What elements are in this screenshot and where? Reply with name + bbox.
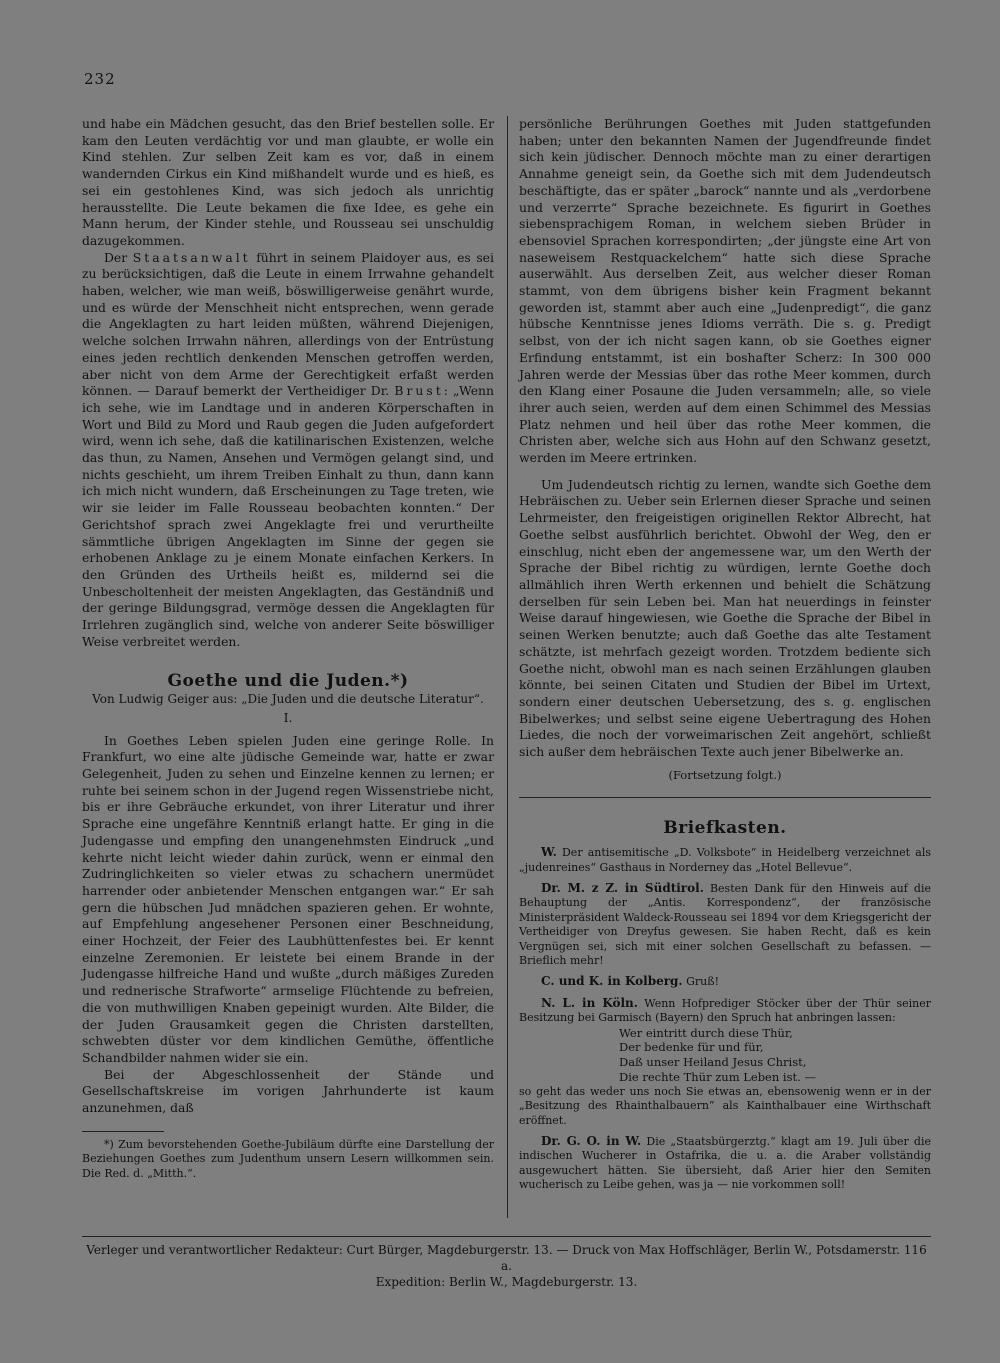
verse-line: Der bedenke für und für, (619, 1040, 764, 1055)
paragraph: Um Judendeutsch richtig zu lernen, wandte sich Goethe dem Hebräischen zu. Ueber sein Erlernen dieser Sprache und seinen Lehrmeister, den freigeistigen originellen Rektor Albrecht, hat Goethe selbst ausführlich berichtet. Obwohl der Weg, den er einschlug, nicht eben der angemessene war, um den Werth der Sprache der Bibel richtig zu würdigen, lernte Goethe doch allmählich ihren Werth erkennen und behielt die Schätzung derselben für sein Leben bei. Man hat neuerdings in feinster Weise darauf hingewiesen, wie Goethe die Sprache der Bibel in seinen Werken benutzte; auch daß Goethe das alte Testament schätzte, ist mehrfach gezeigt worden. Trotzdem bediente sich Goethe nicht, obwohl man es nach seinen Erzählungen glauben könnte, bei seinen Citaten und Studien der Bibel im Urtext, sondern einer deutschen Uebersetzung, des s. g. englischen Bibelwerkes; und selbst seine eigene Uebertragung des Hohen Liedes, die noch der vorweimarischen Zeit angehört, schließt sich außer dem hebräischen Texte auch jener Bibelwerke an. (519, 476, 931, 760)
section-number: I. (283, 709, 293, 725)
paragraph: persönliche Berührungen Goethes mit Juden stattgefunden haben; unter den bekannten Namen der Jugendfreunde findet sich kein jüdischer. Dennoch möchte man zu einer derartigen Annahme geneigt sein, da Goethe sich mit dem Judendeutsch beschäftigte, das er später „barock“ nannte und als „verdorbene und verzerrte“ Sprache bezeichnete. Es figurirt in Goethes siebensprachigem Roman, in welchem sieben Brüder in ebensoviel Sprachen korrespondirten; „der jüngste eine Art von naseweisem Restquackelchem“ hatte sich diese Sprache auserwählt. Aus derselben Zeit, aus welcher dieser Roman stammt, von dem übrigens bisher kein Fragment bekannt geworden ist, stammt aber auch eine „Judenpredigt“, die ganz hübsche Kenntnisse jenes Idioms verräth. Die s. g. Predigt selbst, von der ich nicht sagen kann, ob sie Goethes eigner Erfindung entstammt, ist ein boshafter Scherz: In 300 000 Jahren werde der Messias über das rothe Meer kommen, durch den Klang einer Posaune die Juden versammeln; alle, so viele ihrer auch seien, werden auf dem einen Schimmel des Messias Platz nehmen und heil über das rothe Meer kommen, die Christen aber, welche sich aus Hohn auf den Schwanz gesetzt, werden im Meere ertrinken. (519, 116, 931, 466)
verse-line: Wer eintritt durch diese Thür, (619, 1025, 793, 1040)
entry-addressee: W. (541, 845, 557, 860)
letter-entry (519, 881, 931, 968)
imprint-line: Verleger und verantwortlicher Redakteur: Curt Bürger, Magdeburgerstr. 13. — Druck von Max Hoffschläger, Berlin W., Potsdamerstr. 116 a. (86, 1243, 927, 1273)
paragraph: Bei der Abgeschlossenheit der Stände und Gesellschaftskreise im vorigen Jahrhunderte ist kaum anzunehmen, daß (82, 1066, 494, 1116)
letter-entry-continued: so geht das weder uns noch Sie etwas an, ebensowenig wenn er in der „Besitzung des Rhainthalbauern“ als Kainthalbauer eine Wirthschaft eröffnet. (519, 1084, 931, 1127)
footnote-divider (82, 1131, 164, 1132)
letter-entry (519, 974, 931, 989)
paragraph: und habe ein Mädchen gesucht, das den Brief bestellen solle. Er kam den Leuten verdächtig vor und man glaubte, er wolle ein Kind stehlen. Zur selben Zeit kam es vor, daß in einem wandernden Cirkus ein Kind mißhandelt wurde und es hieß, es sei ein gestohlenes Kind, was sich jedoch als unrichtig herausstellte. Die Leute bekamen die fixe Idee, es gehe ein Mann herum, der Kinder stehle, und Rousseau sei unschuldig dazugekommen. (82, 116, 494, 248)
letter-entry (519, 1134, 931, 1193)
paragraph (82, 250, 494, 651)
left-column (82, 116, 494, 1182)
imprint (82, 1242, 931, 1290)
briefkasten-title: Briefkasten. (663, 818, 787, 839)
article-title: Goethe und die Juden.*) (167, 670, 409, 691)
section-divider (519, 797, 931, 798)
page-number: 232 (84, 70, 116, 88)
entry-addressee: Dr. M. z Z. in Südtirol. (541, 880, 704, 895)
right-column (519, 116, 931, 1199)
entry-addressee: C. und K. in Kolberg. (541, 974, 683, 989)
entry-addressee: N. L. in Köln. (541, 995, 638, 1010)
paragraph: In Goethes Leben spielen Juden eine geringe Rolle. In Frankfurt, wo eine alte jüdische Gemeinde war, hatte er zwar Gelegenheit, Juden zu sehen und Einzelne kennen zu lernen; er ruhte bei seinem schon in der Jugend regen Wissenstriebe nicht, bis er ihre Gebräuche erkundet, von ihrer Literatur und ihrer Sprache eine ungefähre Kenntniß erlangt hatte. Er ging in die Judengasse und empfing den unangenehmsten Eindruck „und kehrte nicht leicht wieder dahin zurück, wenn er einmal den Zudringlichkeiten so vieler etwas zu schachern unermüdet harrender oder anbietender Menschen entgangen war.“ Er sah gern die hübschen Jud mnädchen spazieren gehen. Er wohnte, auf Empfehlung angesehener Personen einer Beschneidung, einer Hochzeit, der Feier des Laubhüttenfestes bei. Er kennt einzelne Zeremonien. Er leistete bei einem Brande in der Judengasse hilfreiche Hand und wußte „durch mäßiges Zureden und rednerische Strafworte“ armselige Flüchtende zu befreien, die von muthwilligen Knaben gepeinigt wurden. Alte Bilder, die der Juden Grausamkeit gegen die Christen darstellten, schwebten düster vor dem kindlichen Gemüthe, öffentliche Schandbilder nahmen wider sie ein. (82, 732, 494, 1065)
text-run: : „Wenn ich sehe, wie im Landtage und in anderen Körperschaften in Wort und Bild zu Mord und Raub gegen die Juden aufgefordert wird, wenn ich sehe, daß die katilinarischen Existenzen, welche das thun, zu Namen, Ansehen und Vermögen gelangt sind, und nichts geschieht, um ihrem Treiben Einhalt zu thun, dann kann ich mich nicht wundern, daß Erscheinungen zu Tage treten, wie wir sie leider im Falle Rousseau beobachten konnten.“ Der Gerichtshof sprach zwei Angeklagte frei und verurtheilte sämmtliche übrigen Angeklagten im Sinne der gegen sie erhobenen Anklage zu je einem Monate einfachen Kerkers. In den Gründen des Urtheils heißt es, mildernd sei die Unbescholtenheit der meisten Angeklagten, das Geständniß und der geringe Bildungsgrad, vermöge dessen die Angeklagten für Irrlehren zugänglich sind, welche von anderer Seite böswilliger Weise verbreitet werden. (82, 383, 495, 649)
column-divider (507, 116, 508, 1218)
verse-block (519, 1026, 931, 1085)
entry-addressee: Dr. G. O. in W. (541, 1134, 642, 1148)
letter-entry (519, 845, 931, 875)
entry-text: Die „Staatsbürgerztg.“ klagt am 19. Juli über die indischen Wucherer in Ostafrika, die u. a. die Araber vollständig ausgewuchert hätten. Sie übersieht, daß Arier hier den Semiten wucherisch zu Leibe gehen, was ja — nie vorkommen soll! (519, 1135, 931, 1192)
verse-line: Die rechte Thür zum Leben ist. — (619, 1069, 816, 1084)
entry-text: Der antisemitische „D. Volksbote“ in Heidelberg verzeichnet als „judenreines“ Gasthaus in Norderney das „Hotel Bellevue“. (519, 846, 931, 874)
entry-text: Besten Dank für den Hinweis auf die Behauptung der „Antis. Korrespondenz“, der französische Ministerpräsident Waldeck-Rousseau sei 1894 vor dem Kriegsgericht der Vertheidiger von Dreyfus gewesen. Sie haben Recht, daß es kein Vergnügen sei, sich mit einer solchen Gesellschaft zu befassen. — Brieflich mehr! (519, 881, 931, 967)
spaced-name: Staatsanwalt (132, 249, 251, 265)
letter-entry (519, 996, 931, 1026)
text-run: Der (104, 249, 128, 265)
entry-text: Gruß! (686, 975, 720, 989)
verse-line: Daß unser Heiland Jesus Christ, (619, 1055, 807, 1070)
imprint-divider (82, 1236, 931, 1237)
text-run: führt in seinem Plaidoyer aus, es sei zu berücksichtigen, daß die Leute in einem Irrwahne gehandelt haben, welcher, wie man weiß, böswilligerweise genährt wurde, und es würde der Menschheit nicht entsprechen, wenn gerade die Angeklagten zu hart leiden müßten, während Diejenigen, welche solchen Irrwahn nähren, allerdings von der Entrüstung eines jeden rechtlich denkenden Menschen getroffen werden, aber nicht von dem Arme der Gerechtigkeit erfaßt werden können. — Darauf bemerkt der Vertheidiger Dr. (82, 249, 494, 399)
continuation-note: (Fortsetzung folgt.) (668, 767, 782, 782)
footnote: *) Zum bevorstehenden Goethe-Jubiläum dürfte eine Darstellung der Beziehungen Goethes zum Judenthum unsern Lesern willkommen sein. Die Red. d. „Mitth.“. (82, 1137, 494, 1180)
imprint-line: Expedition: Berlin W., Magdeburgerstr. 13. (375, 1275, 638, 1289)
entry-text: Wenn Hofprediger Stöcker über der Thür seiner Besitzung bei Garmisch (Bayern) den Spruch hat anbringen lassen: (519, 996, 932, 1025)
spaced-name: Brust (394, 383, 444, 399)
article-byline: Von Ludwig Geiger aus: „Die Juden und die deutsche Literatur“. (92, 692, 484, 707)
